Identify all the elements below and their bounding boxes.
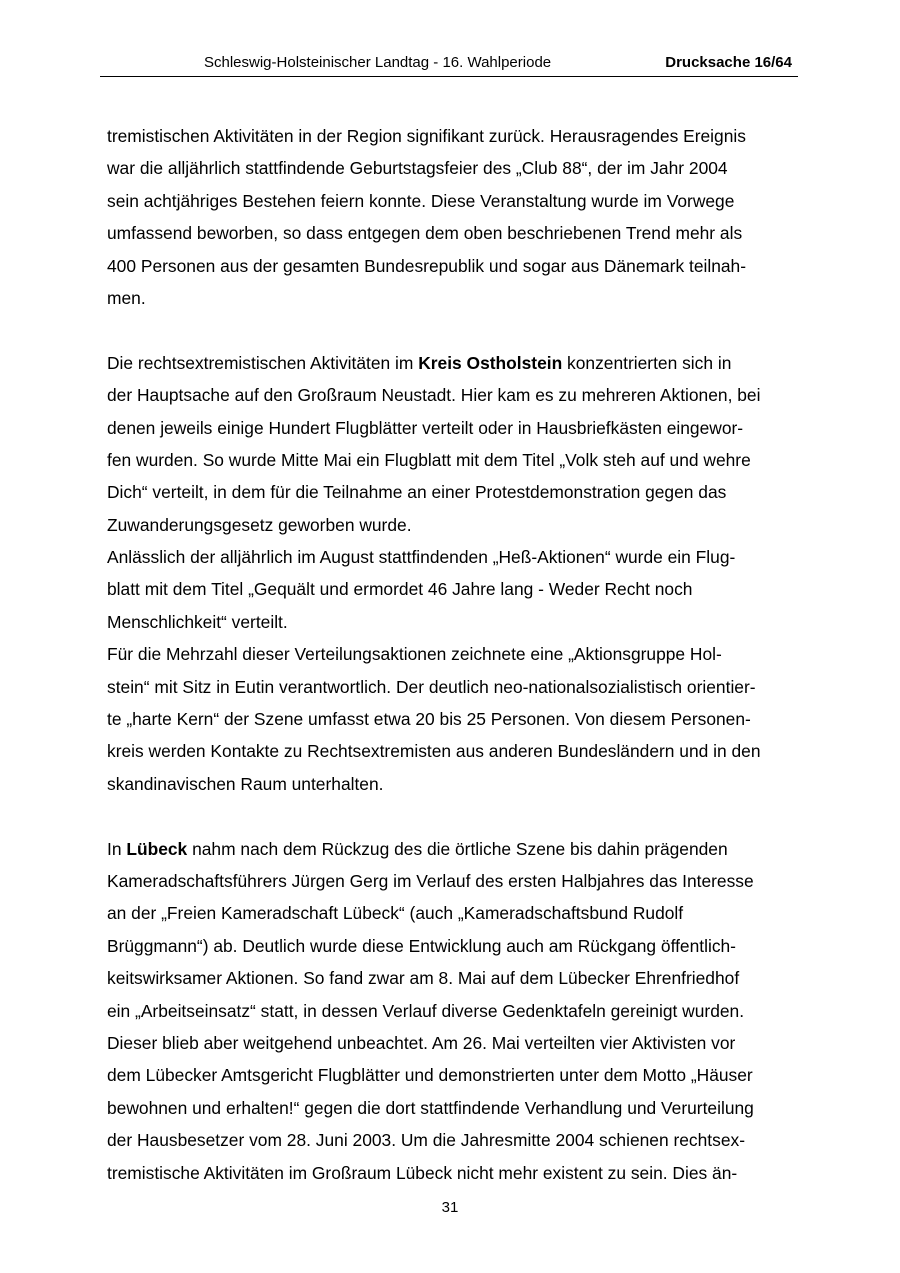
text-line: [107, 606, 797, 638]
text-segment: an der „Freien Kameradschaft Lübeck“ (auch „Kameradschaftsbund Rudolf: [107, 903, 684, 924]
text-line: [107, 152, 797, 184]
text-line: [107, 573, 797, 605]
body-text: [107, 120, 797, 1189]
text-line: [107, 509, 797, 541]
text-line: [107, 768, 797, 800]
text-segment: Die rechtsextremistischen Aktivitäten im: [107, 352, 419, 373]
text-segment: Dich“ verteilt, in dem für die Teilnahme an einer Protestdemonstration gegen das: [107, 482, 727, 503]
bold-term: Kreis Ostholstein: [418, 352, 563, 373]
text-line: [107, 412, 797, 444]
bold-term: Lübeck: [126, 838, 188, 859]
text-line: [107, 962, 797, 994]
text-segment: umfassend beworben, so dass entgegen dem oben beschriebenen Trend mehr als: [107, 223, 743, 244]
text-segment: war die alljährlich stattfindende Geburtstagsfeier des „Club 88“, der im Jahr 2004: [107, 158, 728, 179]
text-line: [107, 1027, 797, 1059]
text-line: [107, 444, 797, 476]
text-segment: Brüggmann“) ab. Deutlich wurde diese Entwicklung auch am Rückgang öffentlich-: [107, 935, 736, 956]
text-segment: ein „Arbeitseinsatz“ statt, in dessen Verlauf diverse Gedenktafeln gereinigt wurden.: [107, 1000, 745, 1021]
text-line: [107, 1092, 797, 1124]
text-segment: Anlässlich der alljährlich im August stattfindenden „Heß-Aktionen“ wurde ein Flug-: [107, 547, 736, 568]
text-segment: Zuwanderungsgesetz geworben wurde.: [107, 514, 412, 535]
text-segment: Kameradschaftsführers Jürgen Gerg im Verlauf des ersten Halbjahres das Interesse: [107, 870, 754, 891]
text-segment: Für die Mehrzahl dieser Verteilungsaktionen zeichnete eine „Aktionsgruppe Hol-: [107, 644, 722, 665]
header-title: Schleswig-Holsteinischer Landtag - 16. Wahlperiode: [204, 54, 552, 71]
text-line: [107, 120, 797, 152]
text-line: [107, 735, 797, 767]
text-segment: te „harte Kern“ der Szene umfasst etwa 20 bis 25 Personen. Von diesem Personen-: [107, 709, 751, 730]
text-line: [107, 638, 797, 670]
text-segment: Menschlichkeit“ verteilt.: [107, 611, 288, 632]
text-line: [107, 476, 797, 508]
text-line: [107, 185, 797, 217]
text-line: [107, 671, 797, 703]
text-line: [107, 703, 797, 735]
text-segment: dem Lübecker Amtsgericht Flugblätter und demonstrierten unter dem Motto „Häuser: [107, 1065, 753, 1086]
text-line: [107, 282, 797, 314]
text-segment: fen wurden. So wurde Mitte Mai ein Flugblatt mit dem Titel „Volk steh auf und wehre: [107, 449, 751, 470]
text-segment: sein achtjähriges Bestehen feiern konnte. Diese Veranstaltung wurde im Vorwege: [107, 190, 735, 211]
text-line: [107, 217, 797, 249]
text-segment: stein“ mit Sitz in Eutin verantwortlich. Der deutlich neo-nationalsozialistisch orientier-: [107, 676, 756, 697]
text-segment: In: [107, 838, 127, 859]
text-line: [107, 865, 797, 897]
paragraph: [107, 347, 797, 800]
text-line: [107, 1059, 797, 1091]
text-segment: nahm nach dem Rückzug des die örtliche Szene bis dahin prägenden: [187, 838, 728, 859]
text-line: [107, 1124, 797, 1156]
text-segment: men.: [107, 287, 146, 308]
page-header: [100, 52, 798, 77]
text-line: [107, 1157, 797, 1189]
text-segment: der Hausbesetzer vom 28. Juni 2003. Um die Jahresmitte 2004 schienen rechtsex-: [107, 1130, 745, 1151]
text-segment: denen jeweils einige Hundert Flugblätter verteilt oder in Hausbriefkästen eingewor-: [107, 417, 744, 438]
text-segment: keitswirksamer Aktionen. So fand zwar am 8. Mai auf dem Lübecker Ehrenfriedhof: [107, 968, 740, 989]
text-line: [107, 347, 797, 379]
text-segment: tremistische Aktivitäten im Großraum Lübeck nicht mehr existent zu sein. Dies än-: [107, 1162, 738, 1183]
text-line: [107, 833, 797, 865]
text-segment: 400 Personen aus der gesamten Bundesrepublik und sogar aus Dänemark teilnah-: [107, 255, 747, 276]
text-segment: blatt mit dem Titel „Gequält und ermordet 46 Jahre lang - Weder Recht noch: [107, 579, 693, 600]
text-line: [107, 930, 797, 962]
text-segment: bewohnen und erhalten!“ gegen die dort stattfindende Verhandlung und Verurteilung: [107, 1097, 754, 1118]
text-segment: der Hauptsache auf den Großraum Neustadt. Hier kam es zu mehreren Aktionen, bei: [107, 385, 761, 406]
text-line: [107, 541, 797, 573]
text-segment: Dieser blieb aber weitgehend unbeachtet. Am 26. Mai verteilten vier Aktivisten vor: [107, 1032, 736, 1053]
document-number: Drucksache 16/64: [665, 54, 792, 71]
paragraph-gap: [107, 314, 797, 346]
page-number: 31: [441, 1199, 459, 1216]
text-segment: skandinavischen Raum unterhalten.: [107, 773, 384, 794]
text-line: [107, 995, 797, 1027]
paragraph-gap: [107, 800, 797, 832]
text-line: [107, 379, 797, 411]
paragraph: [107, 833, 797, 1189]
text-line: [107, 250, 797, 282]
text-segment: tremistischen Aktivitäten in der Region signifikant zurück. Herausragendes Ereignis: [107, 126, 746, 146]
text-segment: konzentrierten sich in: [562, 352, 732, 373]
text-segment: kreis werden Kontakte zu Rechtsextremisten aus anderen Bundesländern und in den: [107, 741, 761, 762]
text-line: [107, 897, 797, 929]
paragraph: [107, 120, 797, 314]
